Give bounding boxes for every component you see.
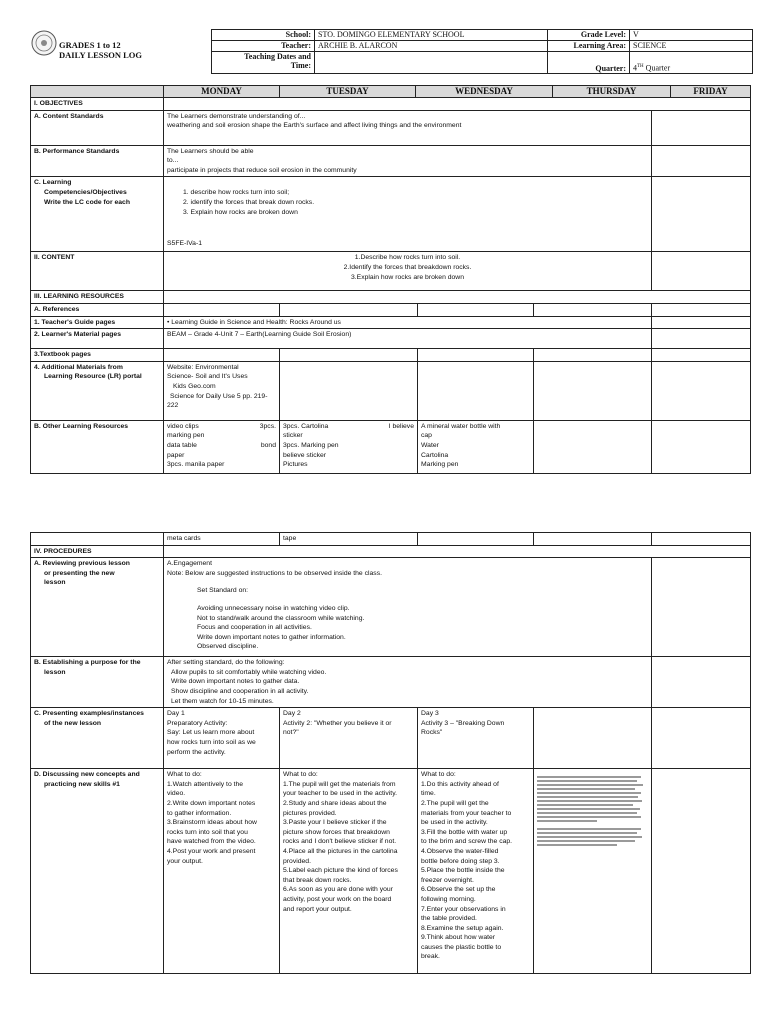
d-tue-4: pictures provided. [283,809,337,817]
quarter-sup: TH [637,64,644,70]
textbook-pages-label: 3.Textbook pages [31,349,164,362]
d-wed-9: bottle before doing step 3. [421,857,500,865]
quarter-value [630,52,753,74]
d-wed-17: 9.Think about how water [421,934,496,942]
school-label: School: [212,30,315,41]
other-wed-line-5: Marking pen [421,461,459,469]
textbook-tue [280,349,418,362]
other-wed-line-3: Water [421,441,439,449]
d-mon-5: 3.Brainstorm ideas about how [167,819,257,827]
addl-line-4: Science for Daily Use 5 pp. 219- [170,392,268,400]
other-resources-label: B. Other Learning Resources [31,420,164,473]
review-line-4: Avoiding unnecessary noise in watching video clip. [197,604,350,612]
references-thu [534,303,652,316]
textbook-fri [652,349,751,362]
ex-mon-3: Say: Let us learn more about [167,729,255,737]
purpose-label-1: B. Establishing a purpose for the [34,659,141,667]
reviewing-label-2: or presenting the new [44,569,115,577]
other-wed-line-2: cap [421,432,432,440]
day-friday: FRIDAY [671,86,751,98]
other-mon-1b: 3pcs. [259,422,276,430]
d-wed-2: time. [421,790,436,798]
article-text-image [537,774,645,866]
additional-label-1: 4. Additional Materials from [34,363,123,371]
purpose-line-1: After setting standard, do the following: [167,659,285,667]
pasted-article-image [537,774,648,870]
d-mon-3: 2.Write down important notes [167,799,256,807]
addl-line-5: 222 [167,402,179,410]
content-line-1: 1.Describe how rocks turn into soil. [354,254,461,262]
review-line-1: A.Engagement [167,560,212,568]
competencies-label [31,177,164,252]
reviewing-label-1: A. Reviewing previous lesson [34,560,130,568]
school-value: STO. DOMINGO ELEMENTARY SCHOOL [315,30,548,41]
d-wed-10: 5.Place the bottle inside the [421,867,505,875]
d-tue-9: provided. [283,857,311,865]
performance-standards-label: B. Performance Standards [31,145,164,177]
examples-tuesday [280,708,418,769]
ex-mon-4: how rocks turn into soil as we [167,738,256,746]
d-mon-6: rocks turn into soil that you [167,828,248,836]
objectives-blank [164,98,751,111]
discussing-label [31,769,164,974]
performance-standards-value [164,145,652,177]
discussing-label-2: practicing new skills #1 [44,780,120,788]
d-wed-16: 8.Examine the setup again. [421,924,504,932]
purpose-label-2: lesson [44,668,66,676]
teacher-value: ARCHIE B. ALARCON [315,41,548,52]
ex-mon-2: Preparatory Activity: [167,719,228,727]
document-title [59,40,142,60]
reviewing-label [31,558,164,657]
quarter-suffix: Quarter [645,64,671,73]
ex-tue-2: Activity 2: "Whether you believe it or [283,719,392,727]
learning-area-value: SCIENCE [630,41,753,52]
d-wed-5: be used in the activity. [421,819,488,827]
d-mon-0: What to do: [167,771,202,779]
other-tue-line-3: 3pcs. Marking pen [283,441,339,449]
other-wed-line-4: Cartolina [421,451,449,459]
dates-label: Teaching Dates and [244,52,311,61]
content-standards-friday [652,110,751,145]
cont-tuesday: tape [280,533,418,546]
textbook-mon [164,349,280,362]
presenting-examples-label [31,708,164,769]
d-wed-14: 7.Enter your observations in [421,905,506,913]
textbook-wed [418,349,534,362]
other-tue-line-4: believe sticker [283,451,327,459]
references-fri [652,303,751,316]
other-tue-line-5: Pictures [283,461,308,469]
d-wed-18: causes the plastic bottle to [421,943,502,951]
other-mon-line-3 [167,441,276,451]
discussing-thursday [534,769,652,974]
addl-tue [280,361,418,420]
examples-wednesday [418,708,534,769]
day-header-blank [31,86,164,98]
ex-wed-2: Activity 3 – "Breaking Down [421,719,505,727]
addl-line-3: Kids Geo.com [173,382,216,390]
d-tue-0: What to do: [283,771,318,779]
day-wednesday: WEDNESDAY [416,86,553,98]
ex-tue-3: not?" [283,729,299,737]
d-wed-7: to the brim and screw the cap. [421,838,513,846]
performance-line-3: participate in projects that reduce soil erosion in the community [167,166,357,174]
review-line-5: Not to stand/walk around the classroom while watching. [197,614,365,622]
other-tue-line-1 [283,422,414,432]
content-value [164,252,652,291]
purpose-value [164,657,652,708]
tg-pages-label: 1. Teacher's Guide pages [31,316,164,329]
quarter-number: 4 [633,64,637,73]
cont-monday: meta cards [164,533,280,546]
purpose-line-2: Allow pupils to sit comfortably while watching video. [171,668,327,676]
purpose-label [31,657,164,708]
d-wed-12: 6.Observe the set up the [421,886,496,894]
learning-area-label: Learning Area: [548,41,630,52]
d-wed-8: 4.Observe the water-filled [421,847,499,855]
other-resources-tuesday [280,420,418,473]
review-line-7: Write down important notes to gather information. [197,633,346,641]
d-wed-1: 1.Do this activity ahead of [421,780,499,788]
d-mon-8: 4.Post your work and present [167,847,256,855]
cont-fri [652,533,751,546]
d-tue-14: and report your output. [283,905,352,913]
objectives-heading: I. OBJECTIVES [31,98,164,111]
d-tue-10: 5.Label each picture the kind of forces [283,867,398,875]
content-standards-value [164,110,652,145]
reviewing-label-3: lesson [44,579,66,587]
d-tue-1: 1.The pupil will get the materials from [283,780,396,788]
addl-fri [652,361,751,420]
discussing-wednesday [418,769,534,974]
addl-line-2: Science- Soil and It's Uses [167,373,248,381]
cont-wed [418,533,534,546]
other-tue-1a: 3pcs. Cartolina [283,422,329,430]
review-line-2: Note: Below are suggested instructions to be observed inside the class. [167,569,382,577]
examples-monday [164,708,280,769]
other-mon-3b: bond [260,441,276,449]
discussing-monday [164,769,280,974]
d-tue-11: that break down rocks. [283,876,352,884]
purpose-line-3: Write down important notes to gather data. [171,678,300,686]
lm-friday [652,329,751,349]
other-wed-line-1: A mineral water bottle with [421,422,501,430]
lm-pages-value: BEAM – Grade 4-Unit 7 – Earth(Learning Guide Soil Erosion) [164,329,652,349]
competency-2: 2. identify the forces that break down rocks. [183,198,315,206]
performance-friday [652,145,751,177]
d-wed-6: 3.Fill the bottle with water up [421,828,508,836]
procedures-blank [164,545,751,558]
references-tue [280,303,418,316]
references-wed [418,303,534,316]
cont-thu [534,533,652,546]
time-label: Time: [290,61,311,70]
addl-line-1: Website: Environmental [167,363,239,371]
addl-thu [534,361,652,420]
review-line-8: Observed discipline. [197,643,259,651]
other-resources-wednesday [418,420,534,473]
content-standards-label: A. Content Standards [31,110,164,145]
day-monday: MONDAY [164,86,280,98]
d-tue-8: 4.Place all the pictures in the cartolina [283,847,398,855]
competency-3: 3. Explain how rocks are broken down [183,208,298,216]
d-wed-3: 2.The pupil will get the [421,799,489,807]
grade-level-value: V [630,30,753,41]
d-wed-4: materials from your teacher to [421,809,512,817]
textbook-thu [534,349,652,362]
other-mon-line-4: paper [167,451,185,459]
purpose-line-4: Show discipline and cooperation in all activity. [171,687,309,695]
addl-wed [418,361,534,420]
content-standards-line-1: The Learners demonstrate understanding of... [167,112,306,120]
d-tue-2: your teacher to be used in the activity. [283,790,397,798]
examples-label-2: of the new lesson [44,719,102,727]
competencies-label-2: Competencies/Objectives [44,188,127,196]
competencies-friday [652,177,751,252]
content-friday [652,252,751,291]
d-wed-11: freezer overnight. [421,876,474,884]
purpose-friday [652,657,751,708]
examples-label-1: C. Presenting examples/instances [34,710,144,718]
other-mon-line-5: 3pcs. manila paper [167,461,225,469]
reviewing-value [164,558,652,657]
d-wed-0: What to do: [421,771,456,779]
additional-materials-label [31,361,164,420]
references-mon [164,303,280,316]
content-line-3: 3.Explain how rocks are broken down [351,273,464,281]
grade-level-label: Grade Level: [548,30,630,41]
ex-tue-1: Day 2 [283,710,301,718]
teacher-label: Teacher: [212,41,315,52]
competencies-value [164,177,652,252]
d-mon-4: to gather information. [167,809,232,817]
deped-logo [31,30,57,56]
cont-label-blank [31,533,164,546]
tg-pages-value: • Learning Guide in Science and Health: Rocks Around us [164,316,652,329]
d-mon-7: have watched from the video. [167,838,256,846]
references-label: A. References [31,303,164,316]
performance-line-2: to... [167,157,179,165]
lm-pages-label: 2. Learner's Material pages [31,329,164,349]
procedures-heading: IV. PROCEDURES [31,545,164,558]
d-tue-5: 3.Paste your I believe sticker if the [283,819,387,827]
ex-mon-5: perform the activity. [167,748,226,756]
competencies-label-1: C. Learning [34,179,72,187]
reviewing-friday [652,558,751,657]
teaching-dates-label [212,52,315,74]
d-tue-3: 2.Study and share ideas about the [283,799,387,807]
performance-line-1: The Learners should be able [167,147,254,155]
day-thursday: THURSDAY [553,86,671,98]
discussing-label-1: D. Discussing new concepts and [34,771,140,779]
d-tue-6: picture show forces that breakdown [283,828,390,836]
purpose-line-5: Let them watch for 10-15 minutes. [171,697,274,705]
d-mon-9: your output. [167,857,203,865]
d-wed-19: break. [421,953,440,961]
d-mon-2: video. [167,790,186,798]
examples-thursday [534,708,652,769]
quarter-label: Quarter: [548,52,630,74]
seal-icon [31,30,57,56]
d-tue-12: 6.As soon as you are done with your [283,886,393,894]
other-mon-3a: data table [167,441,197,449]
d-tue-13: activity, post your work on the board [283,895,392,903]
d-tue-7: rocks and I don't believe sticker if not. [283,838,397,846]
title-line-1: GRADES 1 to 12 [59,40,121,50]
content-standards-line-2: weathering and soil erosion shape the Earth's surface and affect living things and the environment [167,122,462,130]
lc-code: S5FE-IVa-1 [167,240,203,248]
teaching-dates-value [315,52,548,74]
header-info-table [211,29,753,74]
content-line-2: 2.Identify the forces that breakdown rocks. [343,263,472,271]
other-tue-1b: I believe [388,422,414,430]
d-wed-15: the table provided. [421,915,477,923]
tg-friday [652,316,751,329]
other-fri [652,420,751,473]
competencies-label-3: Write the LC code for each [44,198,130,206]
lesson-log-table-page-2 [30,532,751,974]
other-tue-line-2: sticker [283,432,303,440]
review-line-3: Set Standard on: [197,587,249,595]
d-mon-1: 1.Watch attentively to the [167,780,244,788]
competency-1: 1. describe how rocks turn into soil; [183,189,290,197]
ex-mon-1: Day 1 [167,710,185,718]
discussing-tuesday [280,769,418,974]
other-resources-monday [164,420,280,473]
additional-materials-monday [164,361,280,420]
other-mon-line-2: marking pen [167,432,205,440]
examples-friday [652,708,751,769]
other-mon-line-1 [167,422,276,432]
review-line-6: Focus and cooperation in all activities. [197,624,312,632]
day-tuesday: TUESDAY [280,86,416,98]
ex-wed-1: Day 3 [421,710,439,718]
learning-resources-heading: III. LEARNING RESOURCES [31,291,164,304]
discussing-friday [652,769,751,974]
content-label: II. CONTENT [31,252,164,291]
d-wed-13: following morning. [421,895,476,903]
resources-blank [164,291,751,304]
other-mon-1a: video clips [167,422,199,430]
lesson-log-table-page-1 [30,97,751,474]
additional-label-2: Learning Resource (LR) portal [44,373,142,381]
ex-wed-3: Rocks" [421,729,443,737]
title-line-2: DAILY LESSON LOG [59,50,142,60]
other-thu [534,420,652,473]
